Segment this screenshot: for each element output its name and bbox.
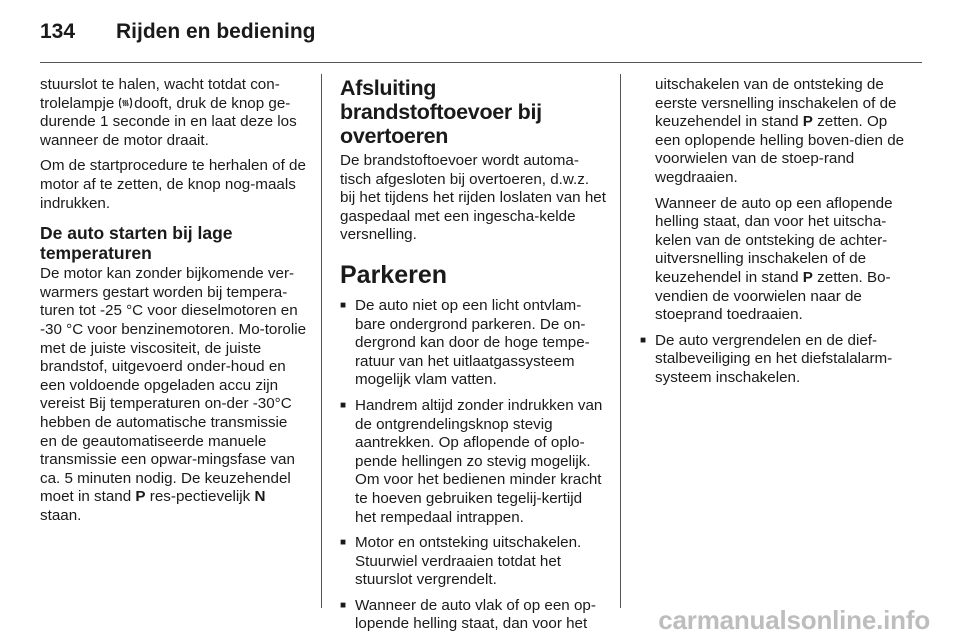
list-item: ■ De auto vergrendelen en de dief-stalbeveiliging en het diefstalalarm-systeem inschakelen. (640, 331, 893, 386)
col1-paragraph-1: stuurslot te halen, wacht totdat con- trolelampje dooft, druk de knop ge- durende 1 seconde in en laat deze los wanneer de motor draait. (40, 76, 297, 149)
column-3 (640, 76, 905, 395)
bullet-square-icon: ■ (340, 399, 347, 411)
section-heading-cold-start: De auto starten bij lage temperaturen (40, 223, 233, 264)
column-divider-2 (620, 74, 621, 608)
col3-continuation-1: uitschakelen van de ontsteking de eerste versnelling inschakelen of de keuzehendel in stand P zetten. Op een oplopende helling boven-dien de voorwielen van de stoep-rand wegdraaien. (655, 76, 905, 186)
bullet-square-icon: ■ (340, 537, 347, 549)
list-item: ■ Motor en ontsteking uitschakelen. Stuurwiel verdraaien totdat het stuurslot vergrendelt. (340, 534, 582, 589)
column-2 (340, 76, 606, 641)
col2-paragraph-1: De brandstoftoevoer wordt automa-tisch afgesloten bij overtoeren, d.w.z. bij het tijdens het rijden loslaten van het gaspedaal met een ingescha-kelde versnelling. (340, 152, 606, 244)
list-item: ■ Wanneer de auto vlak of op een op-lopende helling staat, dan voor het (340, 596, 596, 633)
list-item: ■ De auto niet op een licht ontvlam-bare ondergrond parkeren. De on-dergrond kan door de hoge tempe-ratuur van het uitlaatgassysteem mogelijk vlam vatten. (340, 296, 590, 389)
col3-continuation-2: Wanneer de auto op een aflopende helling staat, dan voor het uitscha-kelen van de ontsteking de achter-uitversnelling inschakelen of de keuzehendel in stand P zetten. Bo-vendien de voorwielen naar de stoeprand toedraaien. (655, 194, 893, 324)
preheat-glow-plug-icon (119, 96, 135, 111)
page-number: 134 (40, 20, 76, 43)
section-heading-parkeren: Parkeren (340, 260, 448, 289)
list-item: ■ Handrem altijd zonder indrukken van de ontgrendelingsknop stevig aantrekken. Op aflopende of oplo-pende hellingen zo stevig mogelijk. Om voor het bedienen minder kracht te hoeven gebruiken tegelij-kertijd het rempedaal intrappen. (340, 396, 603, 526)
watermark: carmanualsonline.info (658, 605, 930, 635)
header-rule (40, 62, 922, 63)
column-divider-1 (321, 74, 322, 608)
page-header (40, 20, 920, 50)
col1-paragraph-3: De motor kan zonder bijkomende ver-warmers gestart worden bij tempera-turen tot -25 °C voor dieselmotoren en -30 °C voor benzinemotoren. Mo-torolie met de juiste viscositeit, de juiste brandstof, uitgevoerd onder-houd en een voldoende opgeladen accu zijn vereist Bij temperaturen on-der -30°C hebben de automatische transmissie en de geautomatiseerde manuele transmissie een opwar-mingsfase van ca. 5 minuten nodig. De keuzehendel moet in stand P res-pectievelijk N staan. (40, 265, 307, 524)
page-title: Rijden en bediening (116, 20, 316, 43)
bullet-square-icon: ■ (340, 299, 347, 311)
bullet-square-icon: ■ (640, 334, 647, 346)
column-1 (40, 76, 308, 532)
section-heading-fuel-cutoff: Afsluiting brandstoftoevoer bij overtoeren (340, 76, 542, 148)
col1-paragraph-2: Om de startprocedure te herhalen of de motor af te zetten, de knop nog-maals indrukken. (40, 157, 306, 212)
bullet-square-icon: ■ (340, 599, 347, 611)
